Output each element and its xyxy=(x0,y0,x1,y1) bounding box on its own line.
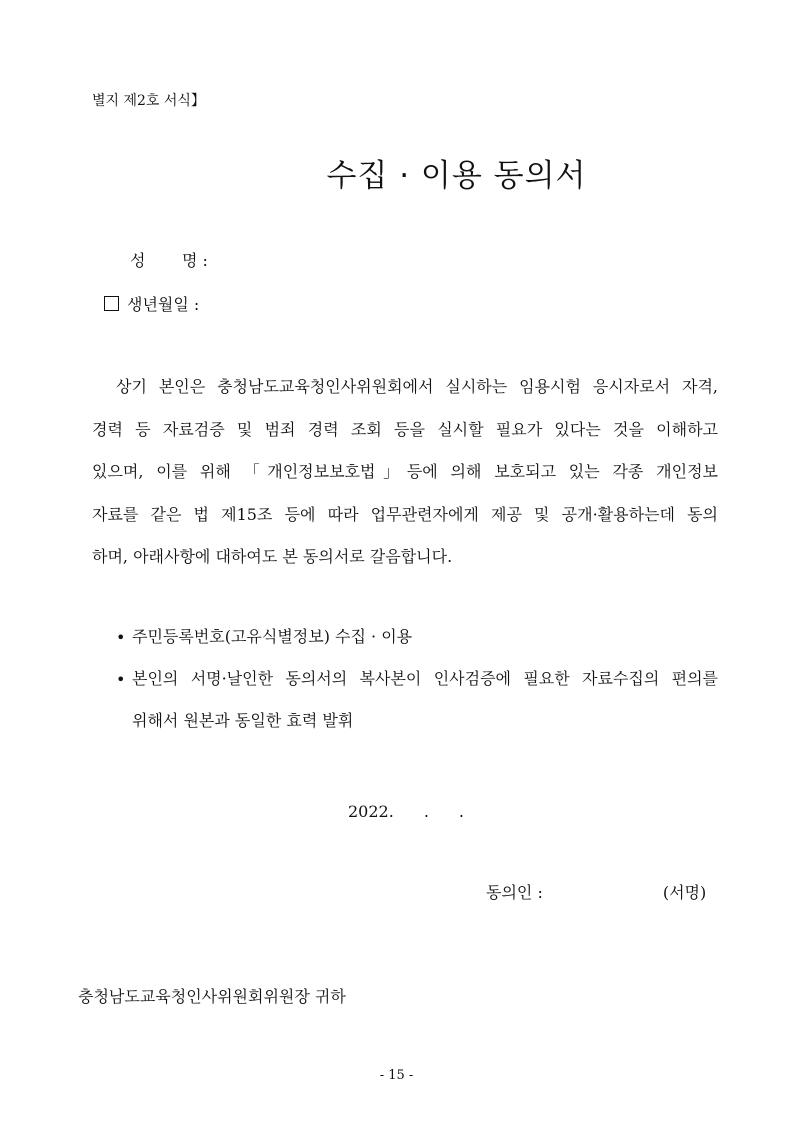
name-label-part1: 성 xyxy=(130,251,146,270)
consenter-signature-line xyxy=(486,880,706,903)
form-reference: 별지 제2호 서식】 xyxy=(92,93,205,109)
list-item xyxy=(116,668,718,690)
birthdate-label: 생년월일 : xyxy=(127,295,200,314)
name-label-part2: 명 : xyxy=(182,251,208,270)
birthdate-field xyxy=(104,292,199,315)
date-year: 2022. xyxy=(348,802,394,821)
body-line: 상기 본인은 충청남도교육청인사위원회에서 실시하는 임용시험 응시자로서 자격, xyxy=(116,377,718,396)
body-line: 자료를 같은 법 제15조 등에 따라 업무관련자에게 제공 및 공개·활용하는데 동의 xyxy=(92,504,718,524)
page-number: - 15 - xyxy=(379,1068,414,1083)
body-line: 하며, 아래사항에 대하여도 본 동의서로 갈음합니다. xyxy=(92,547,453,566)
name-field-label xyxy=(130,248,208,271)
bullet-icon: • xyxy=(116,670,126,689)
birthdate-checkbox[interactable] xyxy=(104,296,119,311)
body-line: 있으며, 이를 위해 「개인정보보호법」등에 의해 보호되고 있는 각종 개인정보 xyxy=(92,462,718,481)
list-item-text: 본인의 서명·날인한 동의서의 복사본이 인사검증에 필요한 자료수집의 편의를 xyxy=(132,669,718,688)
list-item-text: 주민등록번호(고유식별정보) 수집 · 이용 xyxy=(132,627,413,646)
list-item xyxy=(116,626,718,668)
body-line: 경력 등 자료검증 및 범죄 경력 조회 등을 실시할 필요가 있다는 것을 이해하고 xyxy=(92,419,718,439)
consent-items-list xyxy=(116,626,718,732)
consent-body-paragraph xyxy=(92,376,718,589)
consenter-label: 동의인 : xyxy=(486,883,543,902)
page-title: 수집 · 이용 동의서 xyxy=(326,158,587,194)
date-month-dot: . xyxy=(423,802,429,821)
date-day-dot: . xyxy=(458,802,464,821)
signature-mark: (서명) xyxy=(662,883,707,902)
addressee: 충청남도교육청인사위원회위원장 귀하 xyxy=(78,987,346,1006)
bullet-icon: • xyxy=(116,628,126,647)
date-line xyxy=(348,802,464,821)
list-item-text-continued: 위해서 원본과 동일한 효력 발휘 xyxy=(132,711,354,730)
